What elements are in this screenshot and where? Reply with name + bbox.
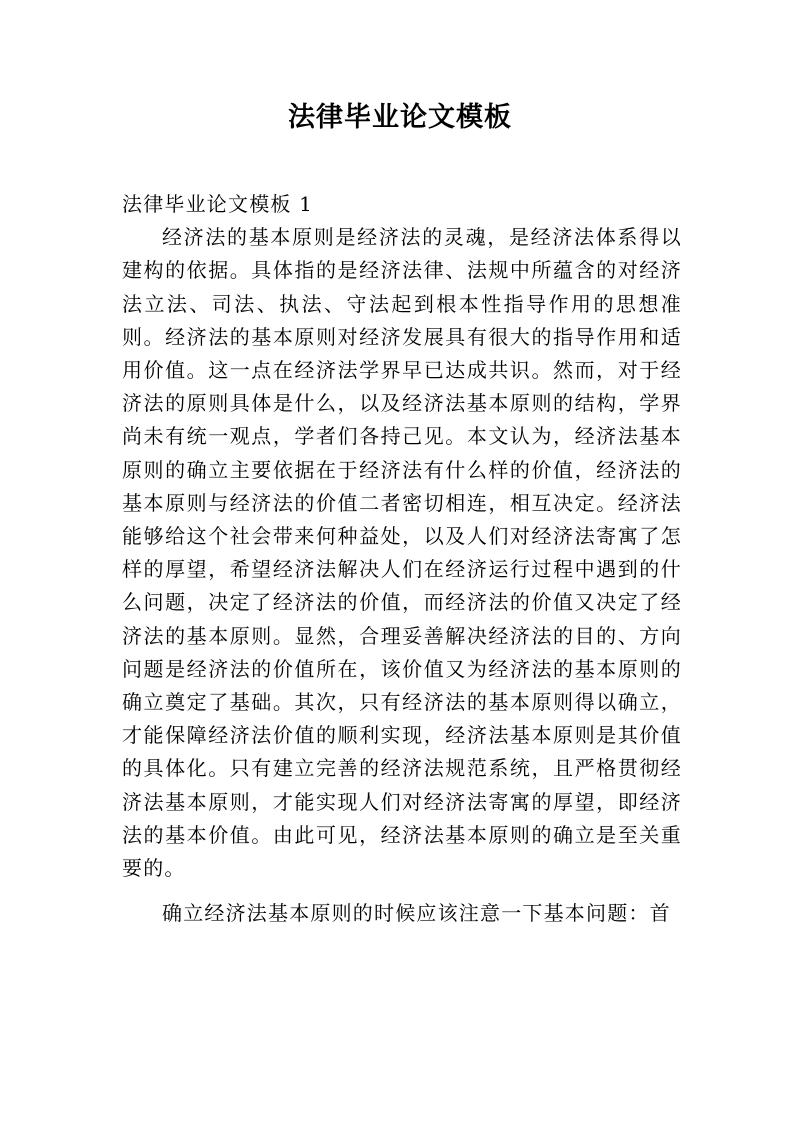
document-title: 法律毕业论文模板	[288, 102, 512, 133]
body-paragraph: 确立经济法基本原则的时候应该注意一下基本问题：首	[162, 901, 671, 926]
body-paragraph: 经济法的基本原则是经济法的灵魂，是经济法体系得以建构的依据。具体指的是经济法律、法规中所蕴含的对经济法立法、司法、执法、守法起到根本性指导作用的思想准则。经济法的基本原则对经济发展具有很大的指导作用和适用价值。这一点在经济法学界早已达成共识。然而，对于经济法的原则具体是什么，以及经济法基本原则的结构，学界尚未有统一观点，学者们各持己见。本文认为，经济法基本原则的确立主要依据在于经济法有什么样的价值，经济法的基本原则与经济法的价值二者密切相连，相互决定。经济法能够给这个社会带来何种益处，以及人们对经济法寄寓了怎样的厚望，希望经济法解决人们在经济运行过程中遇到的什么问题，决定了经济法的价值，而经济法的价值又决定了经济法的基本原则。显然，合理妥善解决经济法的目的、方向问题是经济法的价值所在，该价值又为经济法的基本原则的确立奠定了基础。其次，只有经济法的基本原则得以确立，才能保障经济法价值的顺利实现，经济法基本原则是其价值的具体化。只有建立完善的经济法规范系统，且严格贯彻经济法基本原则，才能实现人们对经济法寄寓的厚望，即经济法的基本价值。由此可见，经济法基本原则的确立是至关重要的。	[122, 225, 682, 881]
document-body	[122, 188, 682, 930]
section-heading: 法律毕业论文模板 1	[122, 192, 314, 216]
